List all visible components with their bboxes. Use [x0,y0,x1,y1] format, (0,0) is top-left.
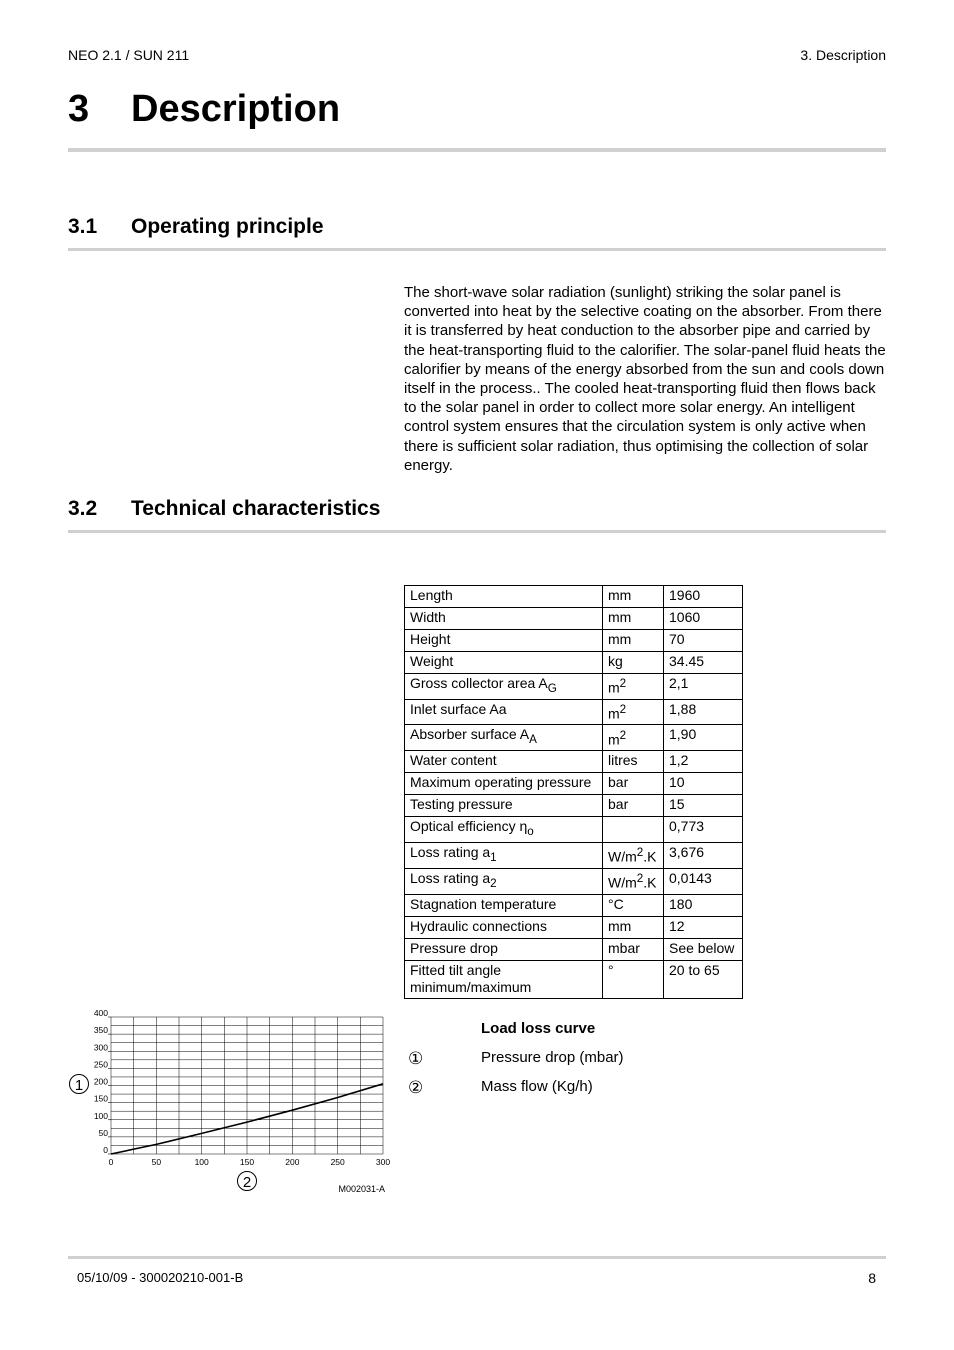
table-row [405,843,743,869]
row-value: 1,2 [664,751,743,773]
row-unit: bar [603,795,664,817]
row-value: 12 [664,916,743,938]
row-value: 20 to 65 [664,960,743,998]
chapter-rule [68,148,886,152]
y-tick-label: 200 [93,1076,108,1087]
row-value: 10 [664,773,743,795]
row-label: Height [405,630,603,652]
section-heading-operating [68,215,324,239]
row-unit [603,817,664,843]
row-label: Width [405,608,603,630]
legend-text-2: Mass flow (Kg/h) [481,1078,593,1095]
row-unit: mm [603,916,664,938]
row-unit: $m^2$ [603,699,664,725]
table-row [405,916,743,938]
legend-title: Load loss curve [481,1020,596,1037]
x-tick-label: 300 [375,1157,391,1167]
chapter-heading [68,88,340,131]
row-unit: $m^2$ [603,674,664,700]
row-label: Loss rating $a_2$ [405,868,603,894]
legend-text-1: Pressure drop (mbar) [481,1049,624,1066]
row-label: Water content [405,751,603,773]
chart-y-tick-labels [94,1008,111,1155]
table-row [405,751,743,773]
table-row [405,725,743,751]
x-tick-label: 200 [285,1157,300,1167]
y-tick-label: 400 [93,1008,108,1018]
row-label: Stagnation temperature [405,894,603,916]
axis-marker-2: 2 [242,1174,252,1191]
chart-grid [111,1017,383,1154]
x-tick-label: 150 [239,1157,255,1167]
table-row [405,699,743,725]
table-row [405,868,743,894]
row-value: 15 [664,795,743,817]
row-value: 0,773 [664,817,743,843]
y-tick-label: 250 [93,1059,108,1070]
row-label: Optical efficiency $\eta_o$ [405,817,603,843]
row-value: 0,0143 [664,868,743,894]
table-row [405,608,743,630]
row-label: Hydraulic connections [405,916,603,938]
y-tick-label: 350 [93,1025,108,1036]
table-row [405,894,743,916]
header-section-title: 3. Description [800,47,886,63]
legend-marker-1: ① [408,1049,424,1068]
table-row [405,773,743,795]
row-unit: mm [603,608,664,630]
y-tick-label: 0 [103,1145,108,1155]
section-title: Operating principle [131,215,324,238]
row-value: 3,676 [664,843,743,869]
x-tick-label: 100 [194,1157,209,1167]
row-unit: mbar [603,938,664,960]
row-unit: $W/m^2.K$ [603,843,664,869]
section-title: Technical characteristics [131,497,381,520]
technical-characteristics-table [404,585,743,999]
row-unit: ° [603,960,664,998]
row-unit: $m^2$ [603,725,664,751]
section-rule [68,530,886,533]
row-value: See below [664,938,743,960]
table-row [405,652,743,674]
row-label: Maximum operating pressure [405,773,603,795]
table-row [405,938,743,960]
row-unit: mm [603,630,664,652]
row-unit: °C [603,894,664,916]
row-unit: kg [603,652,664,674]
row-unit: mm [603,586,664,608]
row-label: Inlet surface Aa [405,699,603,725]
row-label: Length [405,586,603,608]
table-row [405,795,743,817]
load-loss-chart [60,1005,400,1205]
section-heading-technical [68,497,380,521]
section-rule [68,248,886,251]
table-row [405,630,743,652]
row-value: 180 [664,894,743,916]
row-label: Fitted tilt angle minimum/maximum [405,960,603,998]
row-label: Weight [405,652,603,674]
row-value: 70 [664,630,743,652]
y-tick-label: 100 [93,1110,108,1121]
y-tick-label: 300 [93,1042,108,1053]
table-row [405,960,743,998]
table-row [405,817,743,843]
row-label: Loss rating $a_1$ [405,843,603,869]
row-label: Absorber surface $A_A$ [405,725,603,751]
row-unit: $W/m^2.K$ [603,868,664,894]
row-value: 34.45 [664,652,743,674]
section-number: 3.2 [68,497,98,520]
row-unit: litres [603,751,664,773]
row-value: 1,88 [664,699,743,725]
row-unit: bar [603,773,664,795]
page-number: 8 [868,1270,876,1286]
figure-reference: M002031-A [338,1184,385,1194]
row-label: Gross collector area $A_G$ [405,674,603,700]
legend-marker-2: ② [408,1078,424,1097]
footer-document-id: 05/10/09 - 300020210-001-B [77,1270,244,1285]
chapter-number: 3 [68,88,90,130]
x-tick-label: 250 [330,1157,345,1167]
operating-principle-text: The short-wave solar radiation (sunlight) striking the solar panel is converted into heat by the selective coating on the absorber. From there it is transferred by heat conduction to the absorber pipe and carried by the heat-transporting fluid to the calorifier. The solar-panel fluid heats the calorifier by means of the energy absorbed from the sun and cools down itself in the process.. The cooled heat-transporting fluid then flows back to the solar panel in order to collect more solar energy. An intelligent control system ensures that the circulation system is only active when there is sufficient solar radiation, thus optimising the collection of solar energy. [404,284,886,474]
y-tick-label: 150 [93,1093,108,1104]
section-number: 3.1 [68,215,98,238]
table-row [405,674,743,700]
footer-rule [68,1256,886,1259]
axis-marker-1: 1 [74,1077,84,1094]
x-tick-label: 0 [108,1157,114,1167]
row-value: 1,90 [664,725,743,751]
table-row [405,586,743,608]
row-label: Pressure drop [405,938,603,960]
row-value: 1960 [664,586,743,608]
row-value: 1060 [664,608,743,630]
chapter-title: Description [131,88,341,130]
row-value: 2,1 [664,674,743,700]
x-tick-label: 50 [151,1157,162,1167]
chart-x-tick-labels [109,1157,391,1167]
header-document-title: NEO 2.1 / SUN 211 [68,47,190,63]
row-label: Testing pressure [405,795,603,817]
y-tick-label: 50 [98,1127,108,1138]
